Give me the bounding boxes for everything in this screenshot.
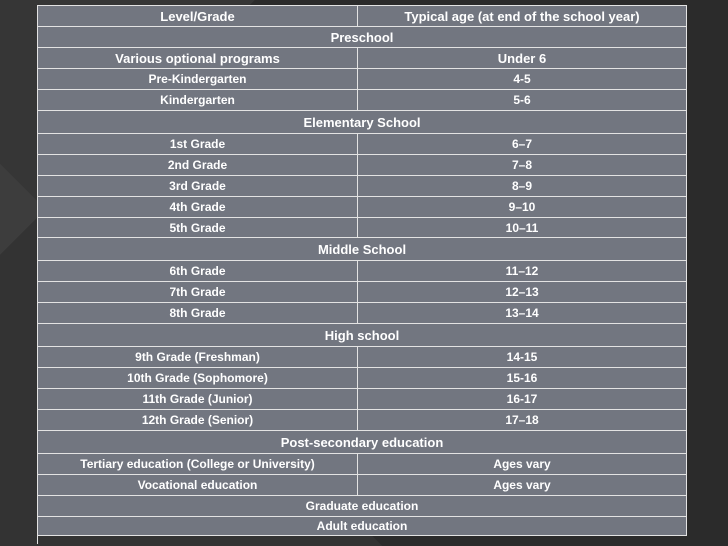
age-cell: 15-16 <box>358 368 687 388</box>
age-cell: 7–8 <box>358 155 687 175</box>
table-header-row <box>38 5 687 26</box>
level-cell: 11th Grade (Junior) <box>38 389 358 409</box>
table-row <box>38 133 687 154</box>
education-levels-table <box>37 5 687 544</box>
age-cell: Ages vary <box>358 475 687 495</box>
header-age: Typical age (at end of the school year) <box>358 6 687 26</box>
age-cell: 12–13 <box>358 282 687 302</box>
table-row <box>38 495 687 516</box>
table-row <box>38 154 687 175</box>
age-cell: 16-17 <box>358 389 687 409</box>
level-cell: Pre-Kindergarten <box>38 69 358 89</box>
age-cell: Under 6 <box>358 48 687 68</box>
section-middle <box>38 237 687 260</box>
age-cell: 6–7 <box>358 134 687 154</box>
table-row <box>38 346 687 367</box>
age-cell: 9–10 <box>358 197 687 217</box>
section-elementary <box>38 110 687 133</box>
age-cell: 11–12 <box>358 261 687 281</box>
age-cell: 5-6 <box>358 90 687 110</box>
table-row <box>38 302 687 323</box>
section-high <box>38 323 687 346</box>
table-row <box>38 281 687 302</box>
level-cell: Tertiary education (College or University) <box>38 454 358 474</box>
level-cell: 12th Grade (Senior) <box>38 410 358 430</box>
level-cell: 1st Grade <box>38 134 358 154</box>
level-cell: 8th Grade <box>38 303 358 323</box>
table-row <box>38 217 687 237</box>
level-cell: Vocational education <box>38 475 358 495</box>
section-title: Preschool <box>38 27 687 47</box>
level-cell: 5th Grade <box>38 218 358 237</box>
age-cell: 14-15 <box>358 347 687 367</box>
table-row <box>38 196 687 217</box>
table-row <box>38 474 687 495</box>
section-preschool <box>38 26 687 47</box>
level-cell: Various optional programs <box>38 48 358 68</box>
age-cell: 4-5 <box>358 69 687 89</box>
section-title: Middle School <box>38 238 687 260</box>
section-title: Elementary School <box>38 111 687 133</box>
age-cell: 8–9 <box>358 176 687 196</box>
level-cell: 6th Grade <box>38 261 358 281</box>
section-post-secondary <box>38 430 687 453</box>
age-cell: 10–11 <box>358 218 687 237</box>
table-row <box>38 260 687 281</box>
age-cell: 13–14 <box>358 303 687 323</box>
level-cell: Kindergarten <box>38 90 358 110</box>
table-row <box>38 47 687 68</box>
section-title: High school <box>38 324 687 346</box>
table-row <box>38 68 687 89</box>
table-row <box>38 453 687 474</box>
level-cell: 3rd Grade <box>38 176 358 196</box>
section-title: Post-secondary education <box>38 431 687 453</box>
age-cell: Ages vary <box>358 454 687 474</box>
header-level: Level/Grade <box>38 6 358 26</box>
level-cell: 9th Grade (Freshman) <box>38 347 358 367</box>
level-cell: 2nd Grade <box>38 155 358 175</box>
age-cell: 17–18 <box>358 410 687 430</box>
table-row <box>38 175 687 196</box>
full-width-cell: Graduate education <box>38 496 687 516</box>
table-row <box>38 409 687 430</box>
level-cell: 7th Grade <box>38 282 358 302</box>
level-cell: 4th Grade <box>38 197 358 217</box>
table-row <box>38 89 687 110</box>
level-cell: 10th Grade (Sophomore) <box>38 368 358 388</box>
table-row <box>38 516 687 536</box>
full-width-cell: Adult education <box>38 517 687 535</box>
table-row <box>38 367 687 388</box>
table-row <box>38 388 687 409</box>
